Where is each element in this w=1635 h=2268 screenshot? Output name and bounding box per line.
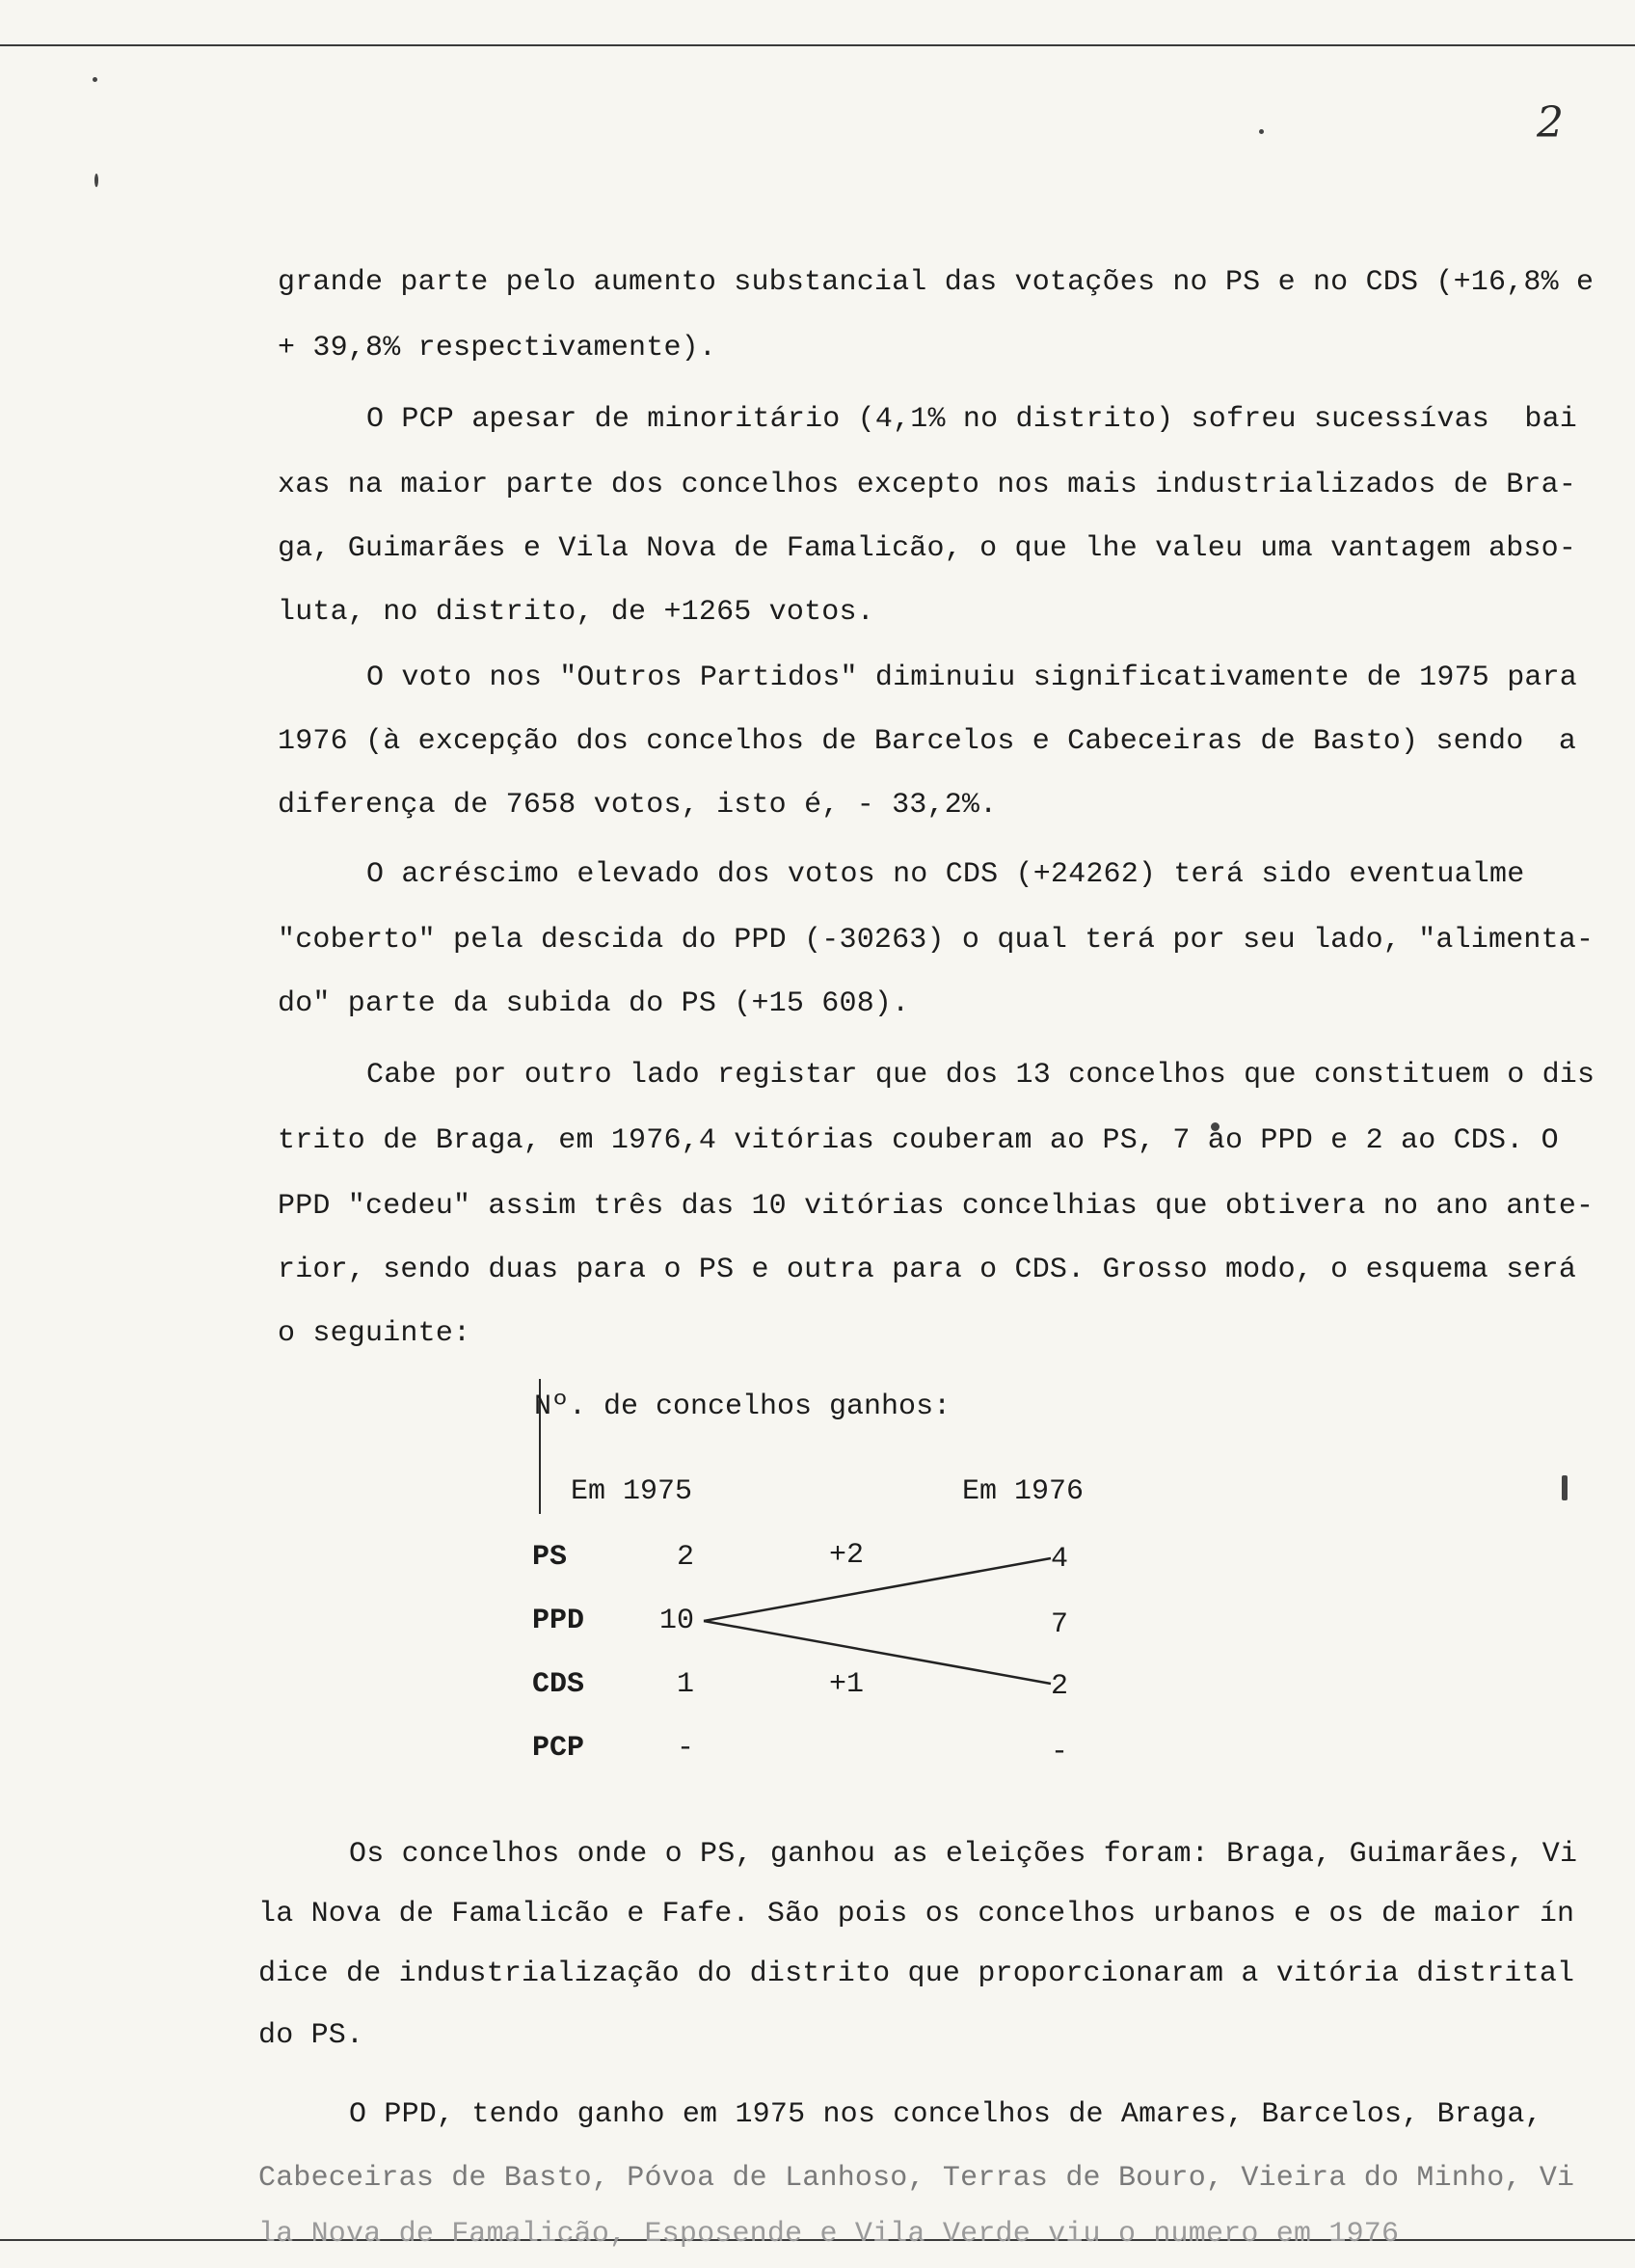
page-number: 2 [1537,98,1564,148]
value-1976: 4 [1051,1543,1069,1576]
text-line: trito de Braga, em 1976,4 vitórias couberam ao PS, 7 ao PPD e 2 ao CDS. O [278,1124,1559,1157]
text-line: ga, Guimarães e Vila Nova de Famalicão, o que lhe valeu uma vantagem abso- [278,532,1577,565]
text-line: O PCP apesar de minoritário (4,1% no distrito) sofreu sucessívas bai [366,403,1578,436]
text-line: rior, sendo duas para o PS e outra para o CDS. Grosso modo, o esquema será [278,1254,1577,1286]
scan-speck [94,174,98,187]
text-line: luta, no distrito, de +1265 votos. [278,596,874,629]
text-line: PPD "cedeu" assim três das 10 vitórias concelhias que obtivera no ano ante- [278,1190,1595,1223]
scan-speck [93,77,97,82]
scheme-lines [530,1379,1128,1784]
text-line: la Nova de Famalicão e Fafe. São pois os concelhos urbanos e os de maior ín [258,1898,1575,1930]
column-1975-header: Em 1975 [571,1475,693,1508]
text-line: O acréscimo elevado dos votos no CDS (+24262) terá sido eventualme [366,858,1525,891]
scheme-title: Nº. de concelhos ganhos: [534,1390,952,1423]
scan-speck [1562,1475,1568,1500]
text-line: + 39,8% respectivamente). [278,332,717,364]
text-line-cut: la Nova de Famalicão, Esposende e Vila Verde viu o numero em 1976 [258,2218,1400,2251]
text-line: 1976 (à excepção dos concelhos de Barcelos e Cabeceiras de Basto) sendo a [278,725,1577,758]
delta-cds: +1 [829,1668,865,1701]
text-line: do" parte da subida do PS (+15 608). [278,987,910,1020]
party-label: PCP [532,1732,585,1765]
text-line: o seguinte: [278,1317,471,1350]
text-line: "coberto" pela descida do PPD (-30263) o qual terá por seu lado, "alimenta- [278,924,1595,957]
text-line: O voto nos "Outros Partidos" diminuiu significativamente de 1975 para [366,662,1578,694]
value-1975: 2 [677,1541,695,1574]
value-1975: - [677,1732,695,1765]
value-1976: - [1051,1736,1069,1768]
value-1976: 2 [1051,1670,1069,1703]
party-label: CDS [532,1668,585,1701]
delta-ps: +2 [829,1539,865,1572]
party-label: PS [532,1541,568,1574]
text-line: Os concelhos onde o PS, ganhou as eleições foram: Braga, Guimarães, Vi [349,1838,1578,1871]
top-rule [0,44,1635,46]
text-line: diferença de 7658 votos, isto é, - 33,2%. [278,789,998,822]
arrow-ppd-to-cds [704,1621,1051,1684]
text-line: xas na maior parte dos concelhos excepto nos mais industrializados de Bra- [278,469,1577,501]
text-line: Cabeceiras de Basto, Póvoa de Lanhoso, Terras de Bouro, Vieira do Minho, Vi [258,2162,1575,2195]
value-1976: 7 [1051,1608,1069,1641]
text-line: Cabe por outro lado registar que dos 13 concelhos que constituem o dis [366,1059,1595,1092]
party-label: PPD [532,1605,585,1637]
text-line: grande parte pelo aumento substancial das votações no PS e no CDS (+16,8% e [278,266,1595,299]
concelhos-scheme [530,1379,1128,1784]
scan-speck [1259,129,1264,134]
value-1975: 1 [677,1668,695,1701]
text-line: dice de industrialização do distrito que proporcionaram a vitória distrital [258,1958,1575,1990]
value-1975: 10 [659,1605,695,1637]
text-line: do PS. [258,2019,364,2052]
arrow-ppd-to-ps [704,1558,1051,1621]
text-line: O PPD, tendo ganho em 1975 nos concelhos de Amares, Barcelos, Braga, [349,2098,1542,2131]
column-1976-header: Em 1976 [962,1475,1085,1508]
